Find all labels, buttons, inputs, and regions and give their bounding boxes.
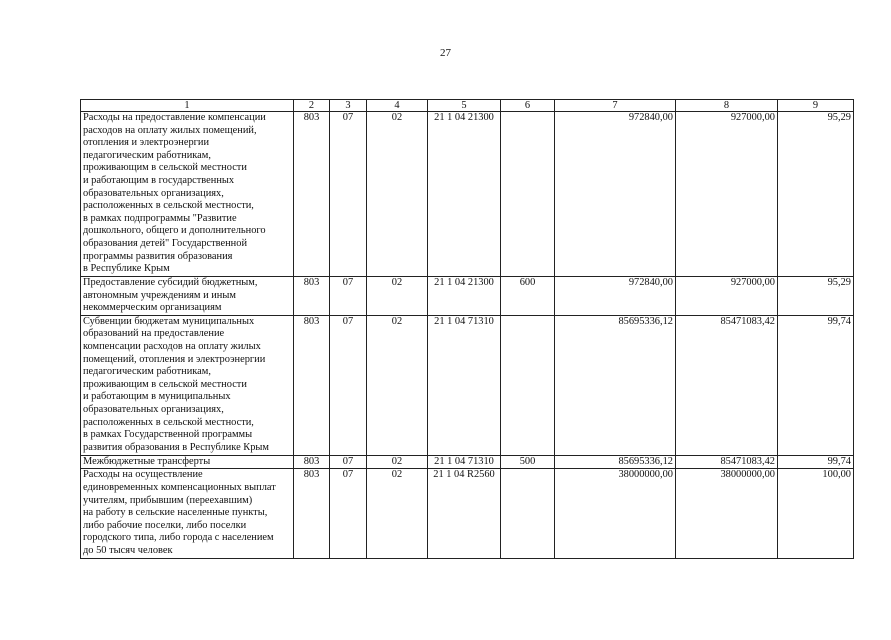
- ministry-code: 803: [294, 315, 330, 455]
- subsection-code: 02: [367, 315, 428, 455]
- column-header-8: 8: [676, 100, 778, 112]
- ministry-code: 803: [294, 469, 330, 558]
- expense-name: Субвенции бюджетам муниципальных образований на предоставление компенсации расходов на оплату жилых помещений, отопления и электроэнергии педагогическим работникам, проживающим в сельской местности и работающим в муниципальных образовательных организациях, расположенных в сельской местности, в рамках Государственной программы развития образования в Республике Крым: [81, 315, 294, 455]
- table-row: [81, 315, 854, 455]
- planned-amount: 972840,00: [555, 112, 676, 277]
- execution-percent: 95,29: [778, 277, 854, 316]
- subsection-code: 02: [367, 455, 428, 469]
- actual-amount: 38000000,00: [676, 469, 778, 558]
- column-header-6: 6: [501, 100, 555, 112]
- budget-table: [80, 99, 854, 559]
- expense-name: Расходы на осуществление единовременных компенсационных выплат учителям, прибывшим (переехавшим) на работу в сельские населенные пункты, либо рабочие поселки, либо поселки городского типа, либо города с населением до 50 тысяч человек: [81, 469, 294, 558]
- actual-amount: 927000,00: [676, 277, 778, 316]
- execution-percent: 99,74: [778, 455, 854, 469]
- column-header-1: 1: [81, 100, 294, 112]
- column-header-4: 4: [367, 100, 428, 112]
- expense-name: Расходы на предоставление компенсации расходов на оплату жилых помещений, отопления и электроэнергии педагогическим работникам, проживающим в сельской местности и работающим в государственных образовательных организациях, расположенных в сельской местности, в рамках подпрограммы "Развитие дошкольного, общего и дополнительного образования детей" Государственной программы развития образования в Республике Крым: [81, 112, 294, 277]
- target-article-code: 21 1 04 21300: [428, 112, 501, 277]
- planned-amount: 85695336,12: [555, 315, 676, 455]
- execution-percent: 95,29: [778, 112, 854, 277]
- target-article-code: 21 1 04 71310: [428, 315, 501, 455]
- subsection-code: 02: [367, 112, 428, 277]
- column-header-2: 2: [294, 100, 330, 112]
- column-header-5: 5: [428, 100, 501, 112]
- section-code: 07: [330, 277, 367, 316]
- target-article-code: 21 1 04 71310: [428, 455, 501, 469]
- column-header-7: 7: [555, 100, 676, 112]
- section-code: 07: [330, 315, 367, 455]
- planned-amount: 972840,00: [555, 277, 676, 316]
- table-row: [81, 455, 854, 469]
- target-article-code: 21 1 04 21300: [428, 277, 501, 316]
- expense-type-code: 600: [501, 277, 555, 316]
- section-code: 07: [330, 455, 367, 469]
- page-number: 27: [440, 47, 451, 59]
- ministry-code: 803: [294, 455, 330, 469]
- subsection-code: 02: [367, 277, 428, 316]
- section-code: 07: [330, 469, 367, 558]
- expense-type-code: [501, 469, 555, 558]
- planned-amount: 85695336,12: [555, 455, 676, 469]
- table-row: [81, 277, 854, 316]
- actual-amount: 85471083,42: [676, 455, 778, 469]
- ministry-code: 803: [294, 112, 330, 277]
- table-row: [81, 469, 854, 558]
- expense-type-code: [501, 315, 555, 455]
- header-row: [81, 100, 854, 112]
- expense-type-code: 500: [501, 455, 555, 469]
- expense-type-code: [501, 112, 555, 277]
- planned-amount: 38000000,00: [555, 469, 676, 558]
- expense-name: Межбюджетные трансферты: [81, 455, 294, 469]
- target-article-code: 21 1 04 R2560: [428, 469, 501, 558]
- section-code: 07: [330, 112, 367, 277]
- execution-percent: 100,00: [778, 469, 854, 558]
- table-row: [81, 112, 854, 277]
- actual-amount: 927000,00: [676, 112, 778, 277]
- expense-name: Предоставление субсидий бюджетным, автономным учреждениям и иным некоммерческим организациям: [81, 277, 294, 316]
- actual-amount: 85471083,42: [676, 315, 778, 455]
- column-header-9: 9: [778, 100, 854, 112]
- ministry-code: 803: [294, 277, 330, 316]
- subsection-code: 02: [367, 469, 428, 558]
- execution-percent: 99,74: [778, 315, 854, 455]
- column-header-3: 3: [330, 100, 367, 112]
